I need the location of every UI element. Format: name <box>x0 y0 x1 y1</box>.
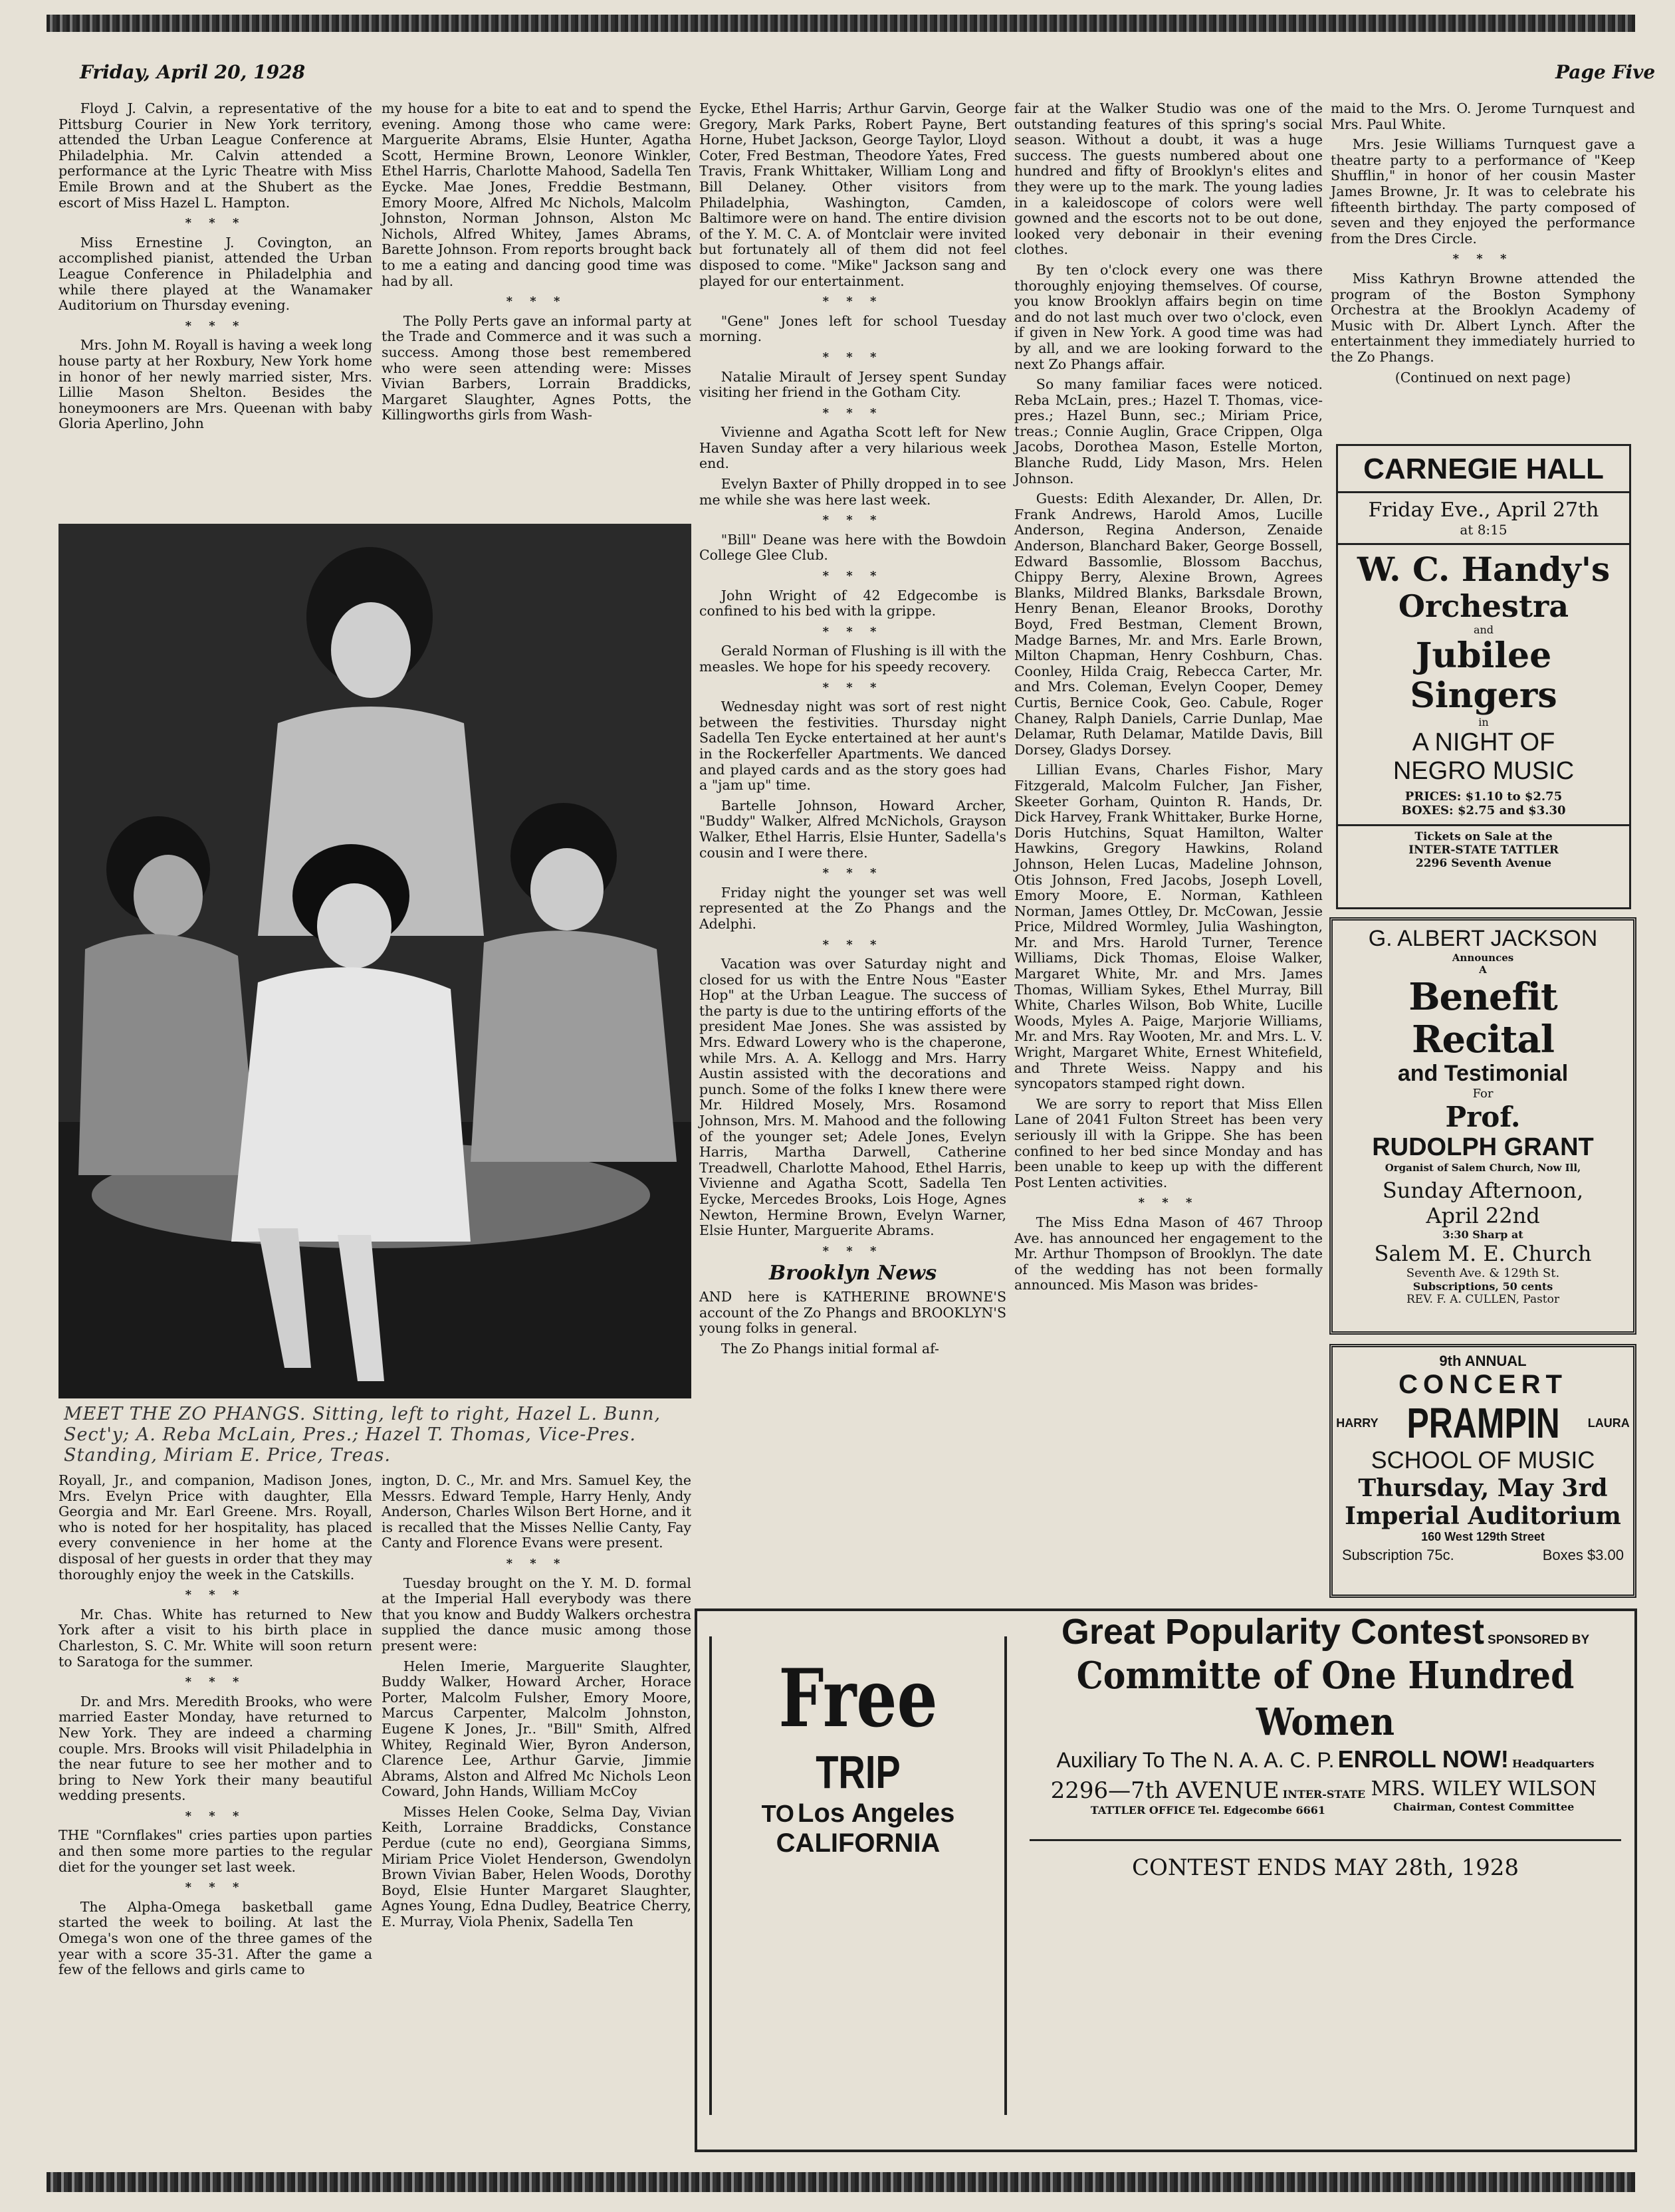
free-label: Free <box>778 1652 938 1745</box>
school-label: SCHOOL OF MUSIC <box>1371 1446 1595 1474</box>
paragraph: Miss Ernestine J. Covington, an accomplished pianist, attended the Urban League Conference in Philadelphia and while there played at the Wanamaker Auditorium on Thursday evening. <box>58 234 372 314</box>
paragraph: The Zo Phangs initial formal af- <box>721 1340 939 1357</box>
paragraph: Vivienne and Agatha Scott left for New Haven Sunday after a very hilarious week end. <box>699 424 1006 472</box>
sponsored-label: SPONSORED BY <box>1488 1633 1590 1647</box>
paragraph: By ten o'clock every one was there thoroughly enjoying themselves. Of course, you know Brooklyn affairs begin on time and do not last much over two o'clock, even if given in New York. A good time was had by all, and we are looking forward to the next Zo Phangs affair. <box>1014 261 1323 372</box>
destination-city: Los Angeles <box>798 1799 955 1828</box>
chairman-name: MRS. WILEY WILSON <box>1371 1777 1597 1801</box>
first-name: HARRY <box>1336 1416 1379 1430</box>
paragraph: The Alpha-Omega basketball game started the week to boiling. At last the Omega's won one of the three games of the year with a score 35-31. After the game a few of the fellows and girls came to <box>58 1898 372 1978</box>
performer-name: W. C. Handy's <box>1357 550 1611 589</box>
subscriptions: Subscriptions, 50 cents <box>1412 1280 1553 1293</box>
continued-note: (Continued on next page) <box>1395 369 1571 386</box>
paragraph: Miss Kathryn Browne attended the program of the Boston Symphony Orchestra at the Brooklyn Academy of Music with Dr. Albert Lynch. After the entertainment they immediately hurried to the Zo Phangs. <box>1331 270 1635 365</box>
pastor: REV. F. A. CULLEN, Pastor <box>1406 1293 1559 1306</box>
office-address: 2296—7th AVENUE <box>1050 1777 1280 1804</box>
separator: * * * <box>1452 252 1513 267</box>
separator: * * * <box>822 513 883 528</box>
committee-name: Committe of One Hundred Women <box>1076 1654 1575 1744</box>
jubilee-singers: Jubilee Singers <box>1410 635 1557 716</box>
performer-orchestra: Orchestra <box>1398 588 1569 624</box>
paragraph: Eycke, Ethel Harris; Arthur Garvin, George Gregory, Mark Parks, Robert Payne, Bert Horne, Hubet Jackson, George Taylor, Lloyd Coter, Fred Bestman, Theodore Yates, Fred Travis, Frank Whittaker, William Long and Bill Delaney. Other visitors from Philadelphia, Washington, Camden, Baltimore were on hand. The entire division of the Y. M. C. A. of Montclair were invited but fortunately all of them did not feel disposed to come. "Mike" Jackson sang and played for our entertainment. <box>699 100 1006 289</box>
chairman-title: Chairman, <box>1393 1801 1456 1813</box>
paragraph: maid to the Mrs. O. Jerome Turnquest and Mrs. Paul White. <box>1331 100 1635 132</box>
paragraph: Guests: Edith Alexander, Dr. Allen, Dr. Frank Andrews, Harold Amos, Lucille Anderson, Regina Anderson, Zenaide Anderson, Blanchard Baker, George Bossell, Edward Bassomlie, Blossom Bacchus, Chippy Berry, Alexine Brown, Agrees Blanks, Mildred Blanks, Barksdale Brown, Henry Benan, Eleanor Brooks, Dorothy Boyd, Fred Bestman, Clement Brown, Madge Barnes, Mr. and Mrs. Earle Brown, Milton Chapman, Henry Coshburn, Chas. Coonley, Hilda Craig, Rebecca Carter, Mr. and Mrs. Coleman, Evelyn Cooper, Demey Curtis, Bernice Cook, Geo. Cabule, Roger Chaney, Ralph Daniels, Carrie Dunlap, Mae Delamar, Ruth Delamar, Matilde Davis, Bill Dorsey, Gladys Dorsey. <box>1014 491 1323 758</box>
box-price: Boxes $3.00 <box>1542 1547 1624 1563</box>
recital-subtitle: and Testimonial <box>1397 1061 1569 1086</box>
separator: * * * <box>822 866 883 881</box>
paragraph: Misses Helen Cooke, Selma Day, Vivian Keith, Lorraine Braddicks, Constance Perdue (cute no end), Georgiana Simms, Miriam Price Violet Henderson, Gwendolyn Brown Vivian Baber, Helen Woods, Dorothy Boyd, Elsie Hunter Margaret Slaughter, Agnes Young, Edna Dudley, Beatrice Cherry, E. Murray, Viola Phenix, Sadella Ten <box>382 1803 691 1930</box>
paragraph: Mrs. Jesie Williams Turnquest gave a theatre party to a performance of "Keep Shufflin," in honor of her cousin Master James Browne, Jr. It was to celebrate his fifteenth birthday. The party composed of seven and they enjoyed the performance from the Dres Circle. <box>1331 136 1635 247</box>
carnegie-hall-ad <box>1336 444 1631 909</box>
event-time: at 8:15 <box>1460 522 1508 538</box>
concert-label: CONCERT <box>1398 1370 1567 1399</box>
benefit-recital-ad <box>1329 917 1636 1335</box>
popularity-contest-ad <box>695 1608 1637 2152</box>
presenter: G. ALBERT JACKSON <box>1368 926 1598 951</box>
for-label: For <box>1472 1087 1494 1101</box>
surname: PRAMPIN <box>1406 1399 1560 1447</box>
paragraph: Natalie Mirault of Jersey spent Sunday visiting her friend in the Gotham City. <box>699 368 1006 401</box>
recital-day: Sunday Afternoon, <box>1382 1178 1584 1203</box>
column-4 <box>1014 101 1323 1298</box>
brooklyn-news-heading: Brooklyn News <box>768 1262 937 1285</box>
second-name: LAURA <box>1587 1416 1630 1430</box>
prampin-concert-ad <box>1329 1344 1636 1598</box>
column-1-top <box>58 101 372 437</box>
paragraph: The Polly Perts gave an informal party at the Trade and Commerce and it was such a success. Among those best remembered who were seen attending were: Misses Vivian Barbers, Lorrain Braddicks, Margaret Slaughter, Agnes Potts, the Killingworths girls from Wash- <box>382 312 691 423</box>
separator: * * * <box>185 1809 246 1823</box>
separator: * * * <box>822 569 883 584</box>
paragraph: Helen Imerie, Marguerite Slaughter, Buddy Walker, Howard Archer, Horace Porter, Malcolm Fulsher, Emory Moore, Marcus Carpenter, Malcolm Johnston, Eugene K Jones, Jr.. "Bill" Smith, Alfred Whitey, Reginald Wier, Byron Anderson, Clarence Lee, Arthur Garvie, Jimmie Abrams, Alston and Alfred Mc Nichols Leon Coward, John Hands, William McCoy <box>382 1658 691 1800</box>
committee-role: Contest Committee <box>1459 1801 1575 1813</box>
school-name-row <box>1333 1400 1633 1446</box>
page-number: Page Five <box>1555 61 1656 83</box>
concert-prices <box>1333 1544 1633 1564</box>
bottom-scan-border <box>47 2172 1635 2192</box>
concert-date: Thursday, May 3rd <box>1358 1474 1608 1502</box>
paragraph: Friday night the younger set was well represented at the Zo Phangs and the Adelphi. <box>699 884 1006 932</box>
photo-caption: MEET THE ZO PHANGS. Sitting, left to right, Hazel L. Bunn, Sect'y; A. Reba McLain, Pres.; Hazel T. Thomas, Vice-Pres. Standing, Miriam E. Price, Treas. <box>64 1404 661 1466</box>
paragraph: Gerald Norman of Flushing is ill with the measles. We hope for his speedy recovery. <box>699 643 1006 675</box>
annual-label: 9th ANNUAL <box>1439 1353 1527 1369</box>
show-title: A NIGHT OF <box>1412 728 1555 756</box>
separator: * * * <box>185 1588 246 1603</box>
contest-title: Great Popularity Contest <box>1061 1612 1484 1652</box>
church-name: Salem M. E. Church <box>1374 1241 1592 1266</box>
paragraph: Floyd J. Calvin, a representative of the Pittsburg Courier in New York territory, attended the Urban League Conference at Philadelphia. Mr. Calvin attended a performance at the Lyric Theatre with Miss Emile Brown and at the Shubert as the escort of Miss Hazel L. Hampton. <box>58 100 372 211</box>
honoree-role: Organist of Salem Church, Now Ill, <box>1385 1162 1581 1174</box>
office-name: INTER-STATE TATTLER OFFICE <box>1090 1788 1366 1817</box>
photo-illustration <box>58 524 691 1398</box>
paragraph: Mrs. John M. Royall is having a week long house party at her Roxbury, New York home in honor of her newly married sister, Mrs. Lillie Mason Shelton. Besides the honeymooners are Mrs. Queenan with baby Gloria Aperlino, John <box>58 337 372 432</box>
paragraph: "Bill" Deane was here with the Bowdoin College Glee Club. <box>699 531 1006 564</box>
paragraph: Vacation was over Saturday night and closed for us with the Entre Nous "Easter Hop" at the Urban League. The success of the party is due to the untiring efforts of the president Mae Jones. She was assisted by Mrs. Edward Lowery who is the chaperone, while Mrs. A. A. Kellogg and Mrs. Harry Austin assisted with the decorations and punch. Some of the folks I knew there were Mr. Hildred Mosely, Mrs. Rosamond Johnson, Mrs. M. Mahood and the following of the younger set; Adele Jones, Evelyn Harris, Martha Darwell, Catherine Treadwell, Charlotte Mahood, Ethel Harris, Vivienne and Agatha Scott, Sadella Ten Eycke, Mercedes Brooks, Lois Hoge, Agnes Newton, Hermine Brown, Evelyn Warner, Elsie Hunter, Marguerite Abrams. <box>699 956 1006 1239</box>
paragraph: fair at the Walker Studio was one of the outstanding features of this spring's social season. Without a doubt, it was a huge success. The guests numbered about one hundred and fifty of Brooklyn's elites and they were up to the mark. The young ladies in a kaleidoscope of colors were well gowned and the escorts not to be out done, looked very debonair in their evening clothes. <box>1014 100 1323 258</box>
separator: * * * <box>822 405 883 420</box>
issue-date: Friday, April 20, 1928 <box>80 61 306 83</box>
paragraph: Royall, Jr., and companion, Madison Jones, Mrs. Evelyn Price with daughter, Ella Georgia and Mr. Earl Greene. Mrs. Royall, who is noted for her hospitality, has placed every convenience in her home at the disposal of her guests in order that they may thoroughly enjoy the week in the Catskills. <box>58 1472 372 1583</box>
paragraph: ington, D. C., Mr. and Mrs. Samuel Key, the Messrs. Edward Temple, Harry Henly, Andy Anderson, Charles Wilson Bert Horne, and it is recalled that the Misses Nellie Canty, Fay Canty and Florence Evans were present. <box>382 1472 691 1551</box>
paragraph: John Wright of 42 Edgecombe is confined to his bed with la grippe. <box>699 587 1006 619</box>
column-3 <box>699 101 1006 1361</box>
contest-end-date: CONTEST ENDS MAY 28th, 1928 <box>1131 1854 1519 1881</box>
paragraph: THE "Cornflakes" cries parties upon parties and then some more parties to the regular diet for the younger set last week. <box>58 1827 372 1875</box>
column-2-bottom <box>382 1473 691 1935</box>
announces: Announces <box>1452 952 1514 964</box>
column-2-top <box>382 101 691 428</box>
paragraph: We are sorry to report that Miss Ellen Lane of 2041 Fulton Street has been very seriously ill with la Grippe. She has been confined to her bed since Monday and has been unable to keep up with the different Post Lenten activities. <box>1014 1095 1323 1190</box>
office-block <box>1050 1777 1367 1817</box>
paragraph: Lillian Evans, Charles Fishor, Mary Fitzgerald, Malcolm Fulcher, Jan Fisher, Skeeter Gorham, Quinton R. Hands, Dr. Dick Harvey, Frank Whittaker, Burke Horne, Doris Hutchins, Squat Hamilton, Walter Hawkins, Gregory Hawkins, Roland Johnson, Helen Lucas, Madeline Johnson, Otis Johnson, Fred Jacobs, Joseph Lovell, Emory Moore, E. Norman, Kathleen Norman, James Ottley, Dr. McCowan, Jessie Price, Mildred Wormley, Julia Washington, Mr. and Mrs. Harold Turner, Terence Williams, Dick Thomas, Eloise Walker, Margaret White, Mr. and Mrs. James Thomas, William Sykes, Ethel Murray, Bill White, Charles Wilson, Bob White, Lucille Woods, Myles A. Paige, Marjorie Williams, Mr. and Mrs. Ray Wooten, Mr. and Mrs. L. V. Wright, Margaret White, Ernest Whitefield, and Threte Weiss. Nappy and his syncopators stamped right down. <box>1014 762 1323 1092</box>
show-title: NEGRO MUSIC <box>1393 757 1575 785</box>
separator: * * * <box>506 294 567 309</box>
paragraph: Wednesday night was sort of rest night between the festivities. Thursday night Sadella Ten Eycke entertained at her aunt's in the Rockerfeller Apartments. We danced and played cards and as the story goes had a "jam up" time. <box>699 699 1006 794</box>
conjunction: in <box>1478 716 1489 728</box>
separator: * * * <box>185 318 246 333</box>
conjunction: and <box>1473 623 1494 636</box>
ticket-office: INTER-STATE TATTLER <box>1408 843 1559 857</box>
auxiliary-line: Auxiliary To The N. A. A. C. P. <box>1056 1748 1335 1772</box>
box-prices: BOXES: $2.75 and $3.30 <box>1401 804 1566 818</box>
recital-title: Benefit Recital <box>1408 975 1557 1061</box>
chairman-block <box>1367 1777 1601 1817</box>
ticket-prices: PRICES: $1.10 to $2.75 <box>1404 790 1563 804</box>
paragraph: my house for a bite to eat and to spend the evening. Among those who came were: Marguerite Abrams, Elsie Hunter, Agatha Scott, Hermine Brown, Leonore Winkler, Ethel Harris, Charlotte Mahood, Sadella Ten Eycke. Mae Jones, Freddie Bestmann, Emory Moore, Alfred Mc Nichols, Malcolm Johnston, Norman Johnson, Alston Mc Nichols, Alfred Whitey, James Abrams, Barette Johnson. From reports brought back to me a eating and dancing good time was had by all. <box>382 100 691 289</box>
separator: * * * <box>185 1675 246 1690</box>
honoree-title: Prof. <box>1445 1101 1521 1133</box>
paragraph: So many familiar faces were noticed. Reba McLain, pres.; Hazel T. Thomas, vice-pres.; Hazel Bunn, sec.; Miriam Price, treas.; Connie Auglin, Grace Crippen, Olga Jacobs, Dorothea Mason, Estelle Morton, Blanche Rudd, Lidy Mason, Mrs. Helen Johnson. <box>1014 376 1323 487</box>
subscription-price: Subscription 75c. <box>1342 1547 1454 1563</box>
enroll-label: ENROLL NOW! <box>1337 1745 1509 1773</box>
paragraph: Bartelle Johnson, Howard Archer, "Buddy" Walker, Alfred McNichols, Grayson Walker, Ethel Harris, Elsie Hunter, Sadella's cousin and I were there. <box>699 797 1006 861</box>
separator: * * * <box>506 1556 567 1571</box>
to-label: TO <box>761 1800 794 1827</box>
separator: * * * <box>822 624 883 639</box>
paragraph: AND here is KATHERINE BROWNE'S account of the Zo Phangs and BROOKLYN'S young folks in general. <box>699 1288 1006 1337</box>
paragraph: Dr. and Mrs. Meredith Brooks, who were married Easter Monday, have returned to New York. They are indeed a charming couple. Mrs. Brooks will visit Philadelphia in the near future to see her mother and to bring to New York their many beautiful wedding presents. <box>58 1693 372 1804</box>
office-telephone: Tel. Edgecombe 6661 <box>1198 1804 1326 1817</box>
contest-details <box>1030 1611 1621 1881</box>
top-scan-border <box>47 15 1635 32</box>
paragraph: "Gene" Jones left for school Tuesday morning. <box>699 312 1006 345</box>
free-trip-box <box>709 1636 1007 2115</box>
concert-venue: Imperial Auditorium <box>1345 1502 1621 1530</box>
ticket-note: Tickets on Sale at the <box>1414 830 1553 843</box>
contact-row <box>1030 1773 1621 1817</box>
honoree-name: RUDOLPH GRANT <box>1372 1133 1594 1161</box>
separator: * * * <box>822 680 883 695</box>
paragraph: Mr. Chas. White has returned to New York after a visit to his birth place in Charleston, S. C. Mr. White will soon return to Saratoga for the summer. <box>58 1606 372 1670</box>
recital-date: April 22nd <box>1426 1203 1540 1228</box>
event-date: Friday Eve., April 27th <box>1368 498 1599 522</box>
separator: * * * <box>822 1244 883 1258</box>
church-address: Seventh Ave. & 129th St. <box>1406 1266 1560 1280</box>
column-1-bottom <box>58 1473 372 1983</box>
paragraph: The Miss Edna Mason of 467 Throop Ave. has announced her engagement to the Mr. Arthur Thompson of Brooklyn. The date of the wedding has not been formally announced. Mis Mason was brides- <box>1014 1214 1323 1293</box>
separator: * * * <box>822 294 883 309</box>
trip-label: TRIP <box>816 1746 901 1798</box>
paragraph: Evelyn Baxter of Philly dropped in to see me while she was here last week. <box>699 476 1006 508</box>
separator: * * * <box>822 937 883 952</box>
ticket-address: 2296 Seventh Avenue <box>1415 857 1552 870</box>
venue: CARNEGIE HALL <box>1363 453 1604 485</box>
zo-phangs-photo <box>58 524 691 1398</box>
article: A <box>1479 964 1487 976</box>
separator: * * * <box>1138 1196 1199 1210</box>
separator: * * * <box>822 350 883 364</box>
paragraph: Tuesday brought on the Y. M. D. formal at the Imperial Hall everybody was there that you know and Buddy Walkers orchestra supplied the dance music among those present were: <box>382 1575 691 1654</box>
separator: * * * <box>185 216 246 231</box>
recital-time: 3:30 Sharp at <box>1442 1228 1523 1241</box>
venue-address: 160 West 129th Street <box>1421 1530 1545 1543</box>
separator: * * * <box>185 1880 246 1895</box>
destination-state: CALIFORNIA <box>776 1828 941 1858</box>
headquarters-label: Headquarters <box>1512 1757 1595 1770</box>
column-5 <box>1331 101 1635 386</box>
